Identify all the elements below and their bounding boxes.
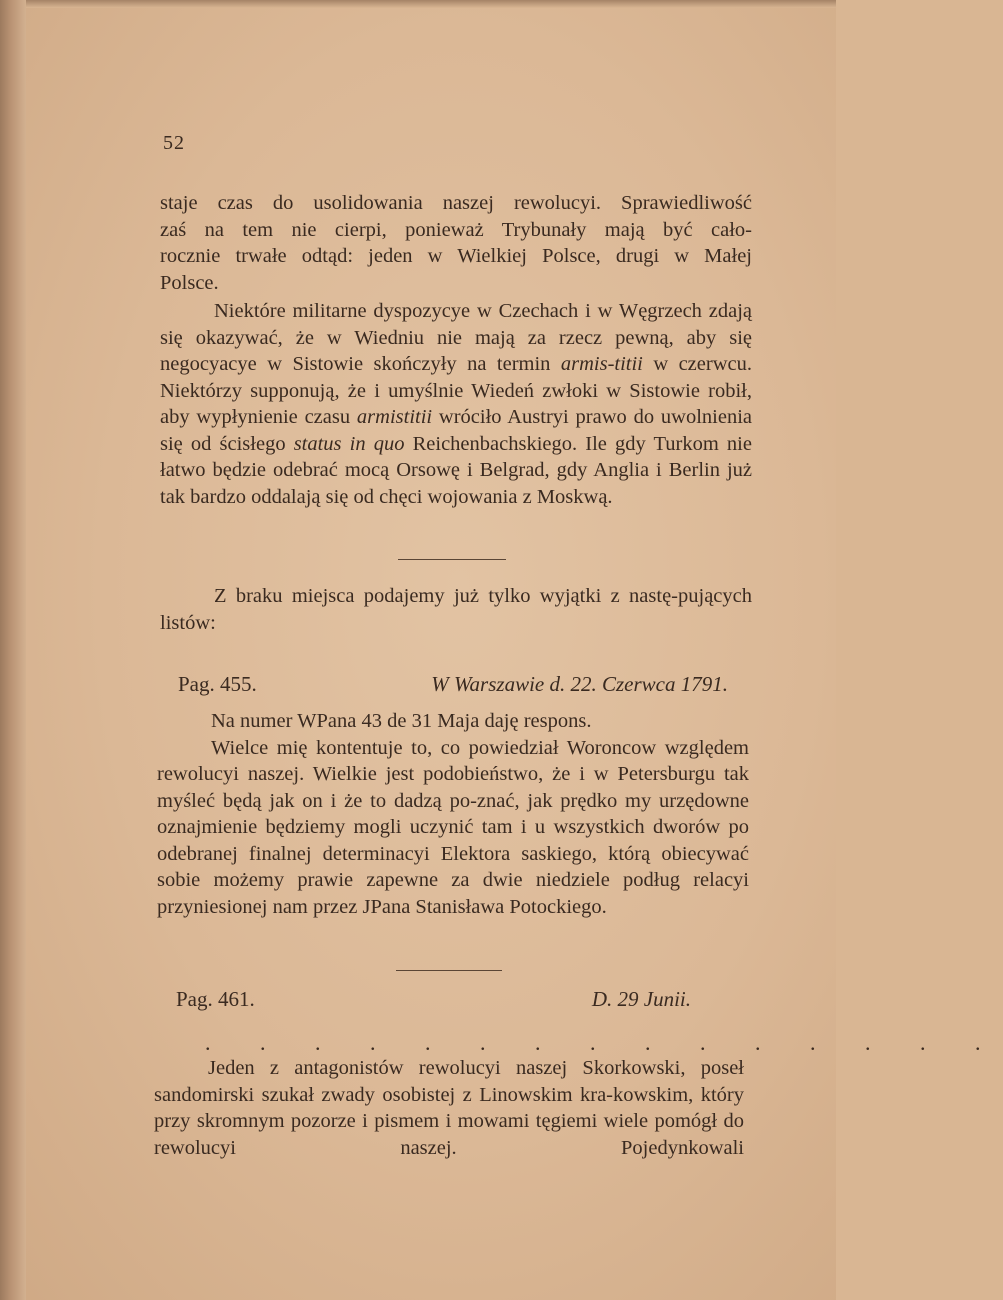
text-run: Reichenbachskiego. Ile gdy Turkom nie łatwo będzie odebrać mocą Orsowę i Belgrad, gdy Anglia i Berlin już tak bardzo oddalają się od chęci wojowania z Moskwą.: [160, 432, 752, 508]
text-run: w czerwcu. Niektórzy supponują, że i umyślnie Wiedeń zwłoki w Sistowie robił, aby wypłynienie czasu: [160, 353, 752, 428]
paragraph-intro-letters: [160, 583, 752, 636]
letter-page-ref: Pag. 461.: [176, 987, 255, 1011]
paragraph-body: Na numer WPana 43 de 31 Maja daję respons.: [211, 710, 592, 732]
paragraph-body: Wielce mię kontentuje to, co powiedział Woroncow względem rewolucyi naszej. Wielkie jest podobieństwo, że i w Petersburgu tak myśleć będą jak on i że to dadzą po-znać, jak prędko my urzędowne oznajmienie będziemy mogli uczynić tam i u wszystkich dworów po odebranej finalnej determinacyi Elektora saskiego, którą obiecywać sobie możemy prawie zapewne za dwie niedziele podług relacyi przyniesionej nam przez JPana Stanisława Potockiego.: [157, 736, 749, 918]
letter-body: [154, 1055, 744, 1161]
page-number: 52: [163, 132, 185, 154]
page-top-edge: [26, 0, 836, 8]
letter-page-ref: Pag. 455.: [178, 672, 257, 696]
paragraph-body: Jeden z antagonistów rewolucyi naszej Skorkowski, poseł sandomirski szukał zwady osobistej z Linowskim kra-kowskim, który przy skromnym pozorze i pismem i mowami tęgiemi wiele pomógł do rewolucyi naszej. Pojedynkowali: [154, 1057, 744, 1159]
paragraph-continuation: [160, 190, 752, 296]
text-run: Niektóre militarne dyspozycye w Czechach i w Węgrzech zdają się okazywać, że w Wiedniu nie mają za rzecz pewną, aby się negocyacye w Sistowie skończyły na termin: [160, 300, 752, 375]
letter-date: W Warszawie d. 22. Czerwca 1791.: [431, 672, 728, 696]
italic-term: armis-titii: [560, 353, 643, 375]
omission-dots: . . . . . . . . . . . . . . .: [205, 1030, 1003, 1055]
letter-body: [157, 708, 749, 920]
section-divider: [398, 559, 506, 560]
text-line: zaś na tem nie cierpi, ponieważ Trybunały mają być cało-: [160, 218, 752, 241]
text-line: staje czas do usolidowania naszej rewolucyi. Sprawiedliwość: [160, 192, 752, 214]
text-run: wróciło Austryi prawo do uwolnienia się od ścisłego: [160, 406, 753, 455]
section-divider: [396, 970, 502, 971]
paragraph-body: [160, 298, 752, 510]
book-spine: [0, 0, 26, 1300]
italic-term: armistitii: [356, 406, 433, 428]
paragraph-militarne: [160, 298, 752, 510]
text-line: rocznie trwałe odtąd: jeden w Wielkiej Polsce, drugi w Małej: [160, 245, 752, 267]
letter-header: [176, 987, 691, 1012]
paragraph-body: Z braku miejsca podajemy już tylko wyjątki z nastę-pujących listów:: [160, 585, 752, 634]
letter-date: D. 29 Junii.: [591, 987, 691, 1011]
text-line: Polsce.: [160, 271, 219, 294]
italic-term: status in quo: [293, 432, 405, 455]
letter-header: [178, 672, 728, 697]
